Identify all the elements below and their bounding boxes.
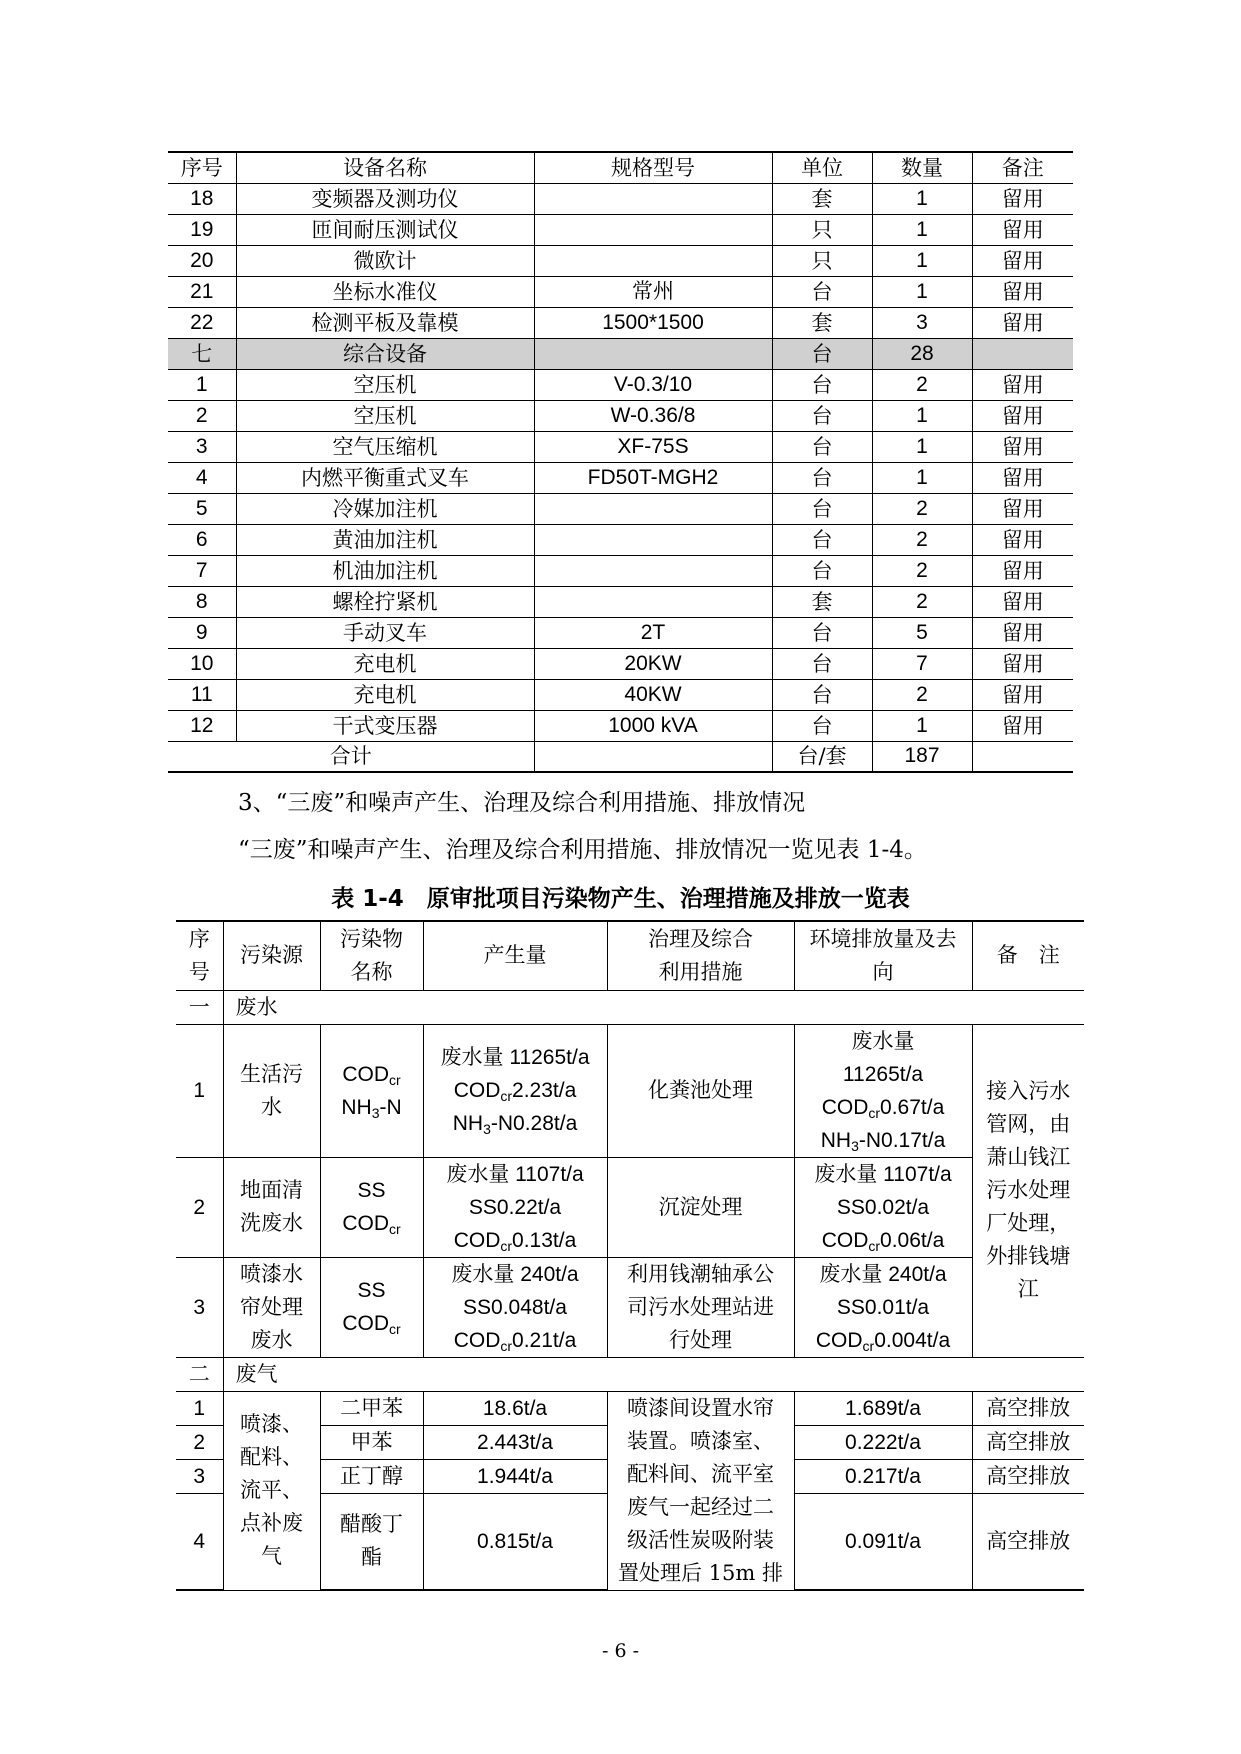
table-cell: 空压机 xyxy=(236,400,534,431)
table-cell: 留用 xyxy=(972,462,1073,493)
section-heading: 3、“三废”和噪声产生、治理及综合利用措施、排放情况 xyxy=(238,790,806,816)
header-cell: 规格型号 xyxy=(534,152,772,183)
table-cell: 台 xyxy=(772,400,872,431)
table-row xyxy=(168,431,1073,462)
table-cell xyxy=(972,338,1073,369)
total-unit: 台/套 xyxy=(772,741,872,772)
table-cell: 台 xyxy=(772,493,872,524)
table-cell: 充电机 xyxy=(236,679,534,710)
section-no: 一 xyxy=(176,990,223,1024)
table-cell: 2 xyxy=(872,555,972,586)
table-cell: 干式变压器 xyxy=(236,710,534,741)
section-row-wastewater xyxy=(176,990,1084,1024)
table-cell: 20KW xyxy=(534,648,772,679)
table-cell: 2T xyxy=(534,617,772,648)
table-row xyxy=(168,493,1073,524)
table-cell: 留用 xyxy=(972,679,1073,710)
pollutant-table xyxy=(176,920,1084,1591)
pollutant-table-header xyxy=(176,921,1084,990)
table-cell: W-0.36/8 xyxy=(534,400,772,431)
table-cell: 留用 xyxy=(972,183,1073,214)
table-cell: 只 xyxy=(772,214,872,245)
table-cell: 手动叉车 xyxy=(236,617,534,648)
table-row: 2 甲苯 2.443t/a 0.222t/a 高空排放 xyxy=(176,1425,1084,1459)
table-row xyxy=(168,648,1073,679)
total-label: 合计 xyxy=(168,741,534,772)
table-cell: 6 xyxy=(168,524,236,555)
section-row-waste-gas xyxy=(176,1357,1084,1391)
header-cell: 序号 xyxy=(168,152,236,183)
section-no: 二 xyxy=(176,1357,223,1391)
table-row: 3 喷漆水 帘处理 废水 SS $COD_{cr}$ 废水量 240t/a SS0.048t/a $COD_{cr}0.21t/a$ 利用钱潮轴承公 司污水处理站进 行处理 废水量 240t/a SS0.01t/a $COD_{cr}0.004t/a$ xyxy=(176,1257,1084,1357)
table-cell: 5 xyxy=(872,617,972,648)
table-cell: 留用 xyxy=(972,369,1073,400)
table-cell: 7 xyxy=(872,648,972,679)
table-row xyxy=(168,369,1073,400)
section-label: 废气 xyxy=(223,1357,1084,1391)
table-cell: 七 xyxy=(168,338,236,369)
table-row: 3 正丁醇 1.944t/a 0.217t/a 高空排放 xyxy=(176,1459,1084,1493)
table-cell: 1 xyxy=(872,710,972,741)
table-cell: 1 xyxy=(872,276,972,307)
table-cell: 留用 xyxy=(972,710,1073,741)
table-cell: 2 xyxy=(872,524,972,555)
table-cell: 台 xyxy=(772,431,872,462)
table-cell xyxy=(534,555,772,586)
table-cell: 机油加注机 xyxy=(236,555,534,586)
equipment-table-body xyxy=(168,183,1073,741)
table-cell xyxy=(534,245,772,276)
equipment-table xyxy=(168,151,1073,773)
table-cell: 内燃平衡重式叉车 xyxy=(236,462,534,493)
table-cell xyxy=(534,214,772,245)
table-row xyxy=(168,183,1073,214)
header-no: 序 号 xyxy=(176,921,223,990)
table-cell xyxy=(534,586,772,617)
table-cell: 留用 xyxy=(972,214,1073,245)
table-row xyxy=(168,586,1073,617)
table-cell: 台 xyxy=(772,648,872,679)
table-cell: 1 xyxy=(872,431,972,462)
table-cell xyxy=(534,183,772,214)
header-remark: 备 注 xyxy=(972,921,1084,990)
table-row: 2 地面清 洗废水 SS $COD_{cr}$ 废水量 1107t/a SS0.22t/a $COD_{cr}0.13t/a$ 沉淀处理 废水量 1107t/a SS0.02t/a $COD_{cr}0.06t/a$ xyxy=(176,1157,1084,1257)
table-cell: 综合设备 xyxy=(236,338,534,369)
equipment-total-row xyxy=(168,741,1073,772)
table-cell: 黄油加注机 xyxy=(236,524,534,555)
table-cell: 2 xyxy=(872,493,972,524)
table-cell xyxy=(534,493,772,524)
table-cell: 28 xyxy=(872,338,972,369)
table-cell: 台 xyxy=(772,276,872,307)
table-cell: V-0.3/10 xyxy=(534,369,772,400)
table-row: 4 醋酸丁 酯 0.815t/a 0.091t/a 高空排放 xyxy=(176,1493,1084,1590)
header-cell: 数量 xyxy=(872,152,972,183)
table-cell: 1000 kVA xyxy=(534,710,772,741)
table-cell xyxy=(534,524,772,555)
table-cell: 台 xyxy=(772,679,872,710)
table-cell: 1 xyxy=(168,369,236,400)
table-row xyxy=(168,338,1073,369)
header-source: 污染源 xyxy=(223,921,320,990)
gas-measure: 喷漆间设置水帘 装置。喷漆室、 配料间、流平室 废气一起经过二 级活性炭吸附装 置处理后 15m 排 xyxy=(607,1391,794,1590)
header-emission: 环境排放量及去 向 xyxy=(794,921,972,990)
table-row xyxy=(168,524,1073,555)
table-cell: 留用 xyxy=(972,431,1073,462)
table-cell: 留用 xyxy=(972,400,1073,431)
table-cell: 留用 xyxy=(972,617,1073,648)
table-cell: 充电机 xyxy=(236,648,534,679)
table-cell: 台 xyxy=(772,555,872,586)
table-cell: 套 xyxy=(772,307,872,338)
table-cell: 空气压缩机 xyxy=(236,431,534,462)
table-cell: 11 xyxy=(168,679,236,710)
header-cell: 单位 xyxy=(772,152,872,183)
table-row xyxy=(168,276,1073,307)
table-cell: 检测平板及靠模 xyxy=(236,307,534,338)
table-cell: 空压机 xyxy=(236,369,534,400)
remark-wastewater: 接入污水 管网，由 萧山钱江 污水处理 厂处理， 外排钱塘 江 xyxy=(972,1024,1084,1357)
table-cell: 2 xyxy=(872,369,972,400)
table-cell: 40KW xyxy=(534,679,772,710)
table-cell: 1500*1500 xyxy=(534,307,772,338)
table-cell: 套 xyxy=(772,183,872,214)
table-cell: 1 xyxy=(872,214,972,245)
table-row xyxy=(168,400,1073,431)
body-paragraph: “三废”和噪声产生、治理及综合利用措施、排放情况一览见表 1-4。 xyxy=(238,837,927,863)
table-row xyxy=(168,462,1073,493)
equipment-table-header xyxy=(168,152,1073,183)
table-row xyxy=(168,679,1073,710)
table-cell: 1 xyxy=(872,183,972,214)
table-cell: 22 xyxy=(168,307,236,338)
table-row xyxy=(168,710,1073,741)
table-cell: 3 xyxy=(872,307,972,338)
table-cell: 冷媒加注机 xyxy=(236,493,534,524)
table-cell: 1 xyxy=(872,400,972,431)
table-cell: 4 xyxy=(168,462,236,493)
table-cell: 台 xyxy=(772,710,872,741)
table-cell: 匝间耐压测试仪 xyxy=(236,214,534,245)
table-cell: 台 xyxy=(772,462,872,493)
table-cell: 3 xyxy=(168,431,236,462)
table-row xyxy=(168,617,1073,648)
total-spec xyxy=(534,741,772,772)
table-cell: XF-75S xyxy=(534,431,772,462)
total-remark xyxy=(972,741,1073,772)
table-cell: 留用 xyxy=(972,493,1073,524)
table-cell: 常州 xyxy=(534,276,772,307)
table-cell: 留用 xyxy=(972,524,1073,555)
table-cell: 19 xyxy=(168,214,236,245)
table-cell: 变频器及测功仪 xyxy=(236,183,534,214)
table-cell: 留用 xyxy=(972,555,1073,586)
table-cell: 微欧计 xyxy=(236,245,534,276)
table-cell: 台 xyxy=(772,338,872,369)
table-cell xyxy=(534,338,772,369)
header-pollutant: 污染物 名称 xyxy=(320,921,423,990)
table-cell: 留用 xyxy=(972,276,1073,307)
total-qty: 187 xyxy=(872,741,972,772)
table-cell: 1 xyxy=(872,245,972,276)
gas-source: 喷漆、 配料、 流平、 点补废 气 xyxy=(223,1391,320,1590)
header-cell: 备注 xyxy=(972,152,1073,183)
table-cell: 台 xyxy=(772,369,872,400)
table-cell: 2 xyxy=(168,400,236,431)
table-cell: 留用 xyxy=(972,307,1073,338)
table-cell: 2 xyxy=(872,679,972,710)
table-cell: 留用 xyxy=(972,245,1073,276)
table-title: 表 1-4 原审批项目污染物产生、治理措施及排放一览表 xyxy=(331,886,910,912)
table-cell: 5 xyxy=(168,493,236,524)
table-cell: 套 xyxy=(772,586,872,617)
table-cell: 21 xyxy=(168,276,236,307)
table-cell: 留用 xyxy=(972,586,1073,617)
table-cell: 18 xyxy=(168,183,236,214)
table-cell: 2 xyxy=(872,586,972,617)
table-row xyxy=(168,555,1073,586)
table-cell: 7 xyxy=(168,555,236,586)
table-cell: 12 xyxy=(168,710,236,741)
page-number: - 6 - xyxy=(601,1640,639,1662)
table-cell: 只 xyxy=(772,245,872,276)
table-cell: 9 xyxy=(168,617,236,648)
table-cell: 8 xyxy=(168,586,236,617)
table-cell: 螺栓拧紧机 xyxy=(236,586,534,617)
table-cell: 留用 xyxy=(972,648,1073,679)
table-row: 1 生活污 水 $COD_{cr}$ $NH_3-N$ 废水量 11265t/a $COD_{cr}2.23t/a$ $NH_3-N0.28t/a$ 化粪池处理 废水量 11265t/a $COD_{cr}0.67t/a$ $NH_3-N0.17t/a$ 接入污水 管网，由 萧山钱江 污水处理 厂处理， 外排钱塘 江 xyxy=(176,1024,1084,1157)
table-row xyxy=(168,307,1073,338)
table-cell: 1 xyxy=(872,462,972,493)
header-measure: 治理及综合 利用措施 xyxy=(607,921,794,990)
table-cell: 20 xyxy=(168,245,236,276)
header-cell: 设备名称 xyxy=(236,152,534,183)
table-cell: 台 xyxy=(772,524,872,555)
section-label: 废水 xyxy=(223,990,1084,1024)
table-row xyxy=(168,214,1073,245)
table-cell: 坐标水准仪 xyxy=(236,276,534,307)
table-row: 1 喷漆、 配料、 流平、 点补废 气 二甲苯 18.6t/a 喷漆间设置水帘 装置。喷漆室、 配料间、流平室 废气一起经过二 级活性炭吸附装 置处理后 15m 排 1.689t/a 高空排放 xyxy=(176,1391,1084,1425)
table-cell: 台 xyxy=(772,617,872,648)
table-row xyxy=(168,245,1073,276)
header-amount: 产生量 xyxy=(423,921,607,990)
table-cell: 10 xyxy=(168,648,236,679)
table-cell: FD50T-MGH2 xyxy=(534,462,772,493)
